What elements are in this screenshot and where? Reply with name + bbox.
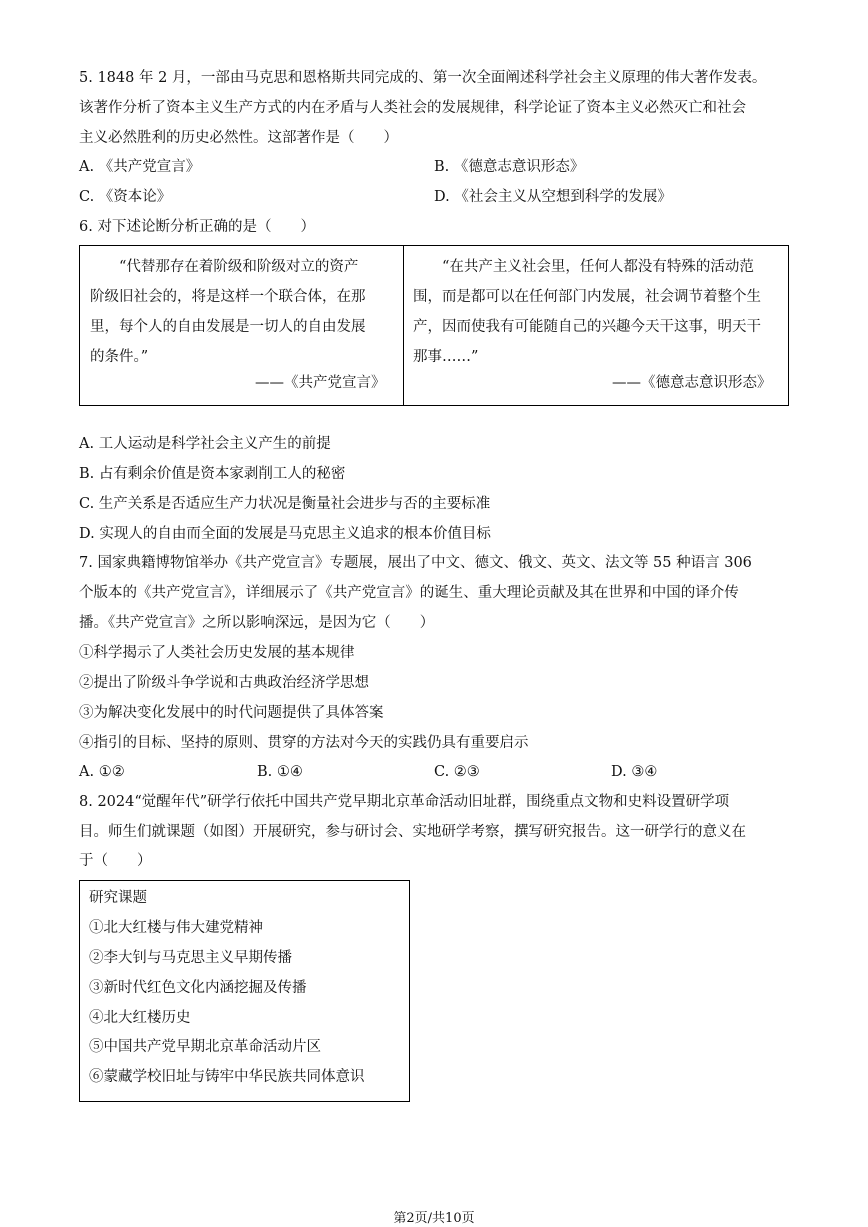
q7-option-a: A. ①② bbox=[79, 764, 125, 780]
q5-stem-line-1: 5. 1848 年 2 月，一部由马克思和恩格斯共同完成的、第一次全面阐述科学社会主义原理的伟大著作发表。 bbox=[79, 70, 767, 86]
q5-stem-line-3: 主义必然胜利的历史必然性。这部著作是（ ） bbox=[79, 130, 398, 146]
q6-quote-table bbox=[79, 245, 789, 406]
q8-box-title: 研究课题 bbox=[89, 890, 147, 906]
q5-option-d: D. 《社会主义从空想到科学的发展》 bbox=[434, 189, 672, 205]
q7-stem-line-1: 7. 国家典籍博物馆举办《共产党宣言》专题展，展出了中文、德文、俄文、英文、法文等 55 种语言 306 bbox=[79, 555, 752, 571]
q6-right-quote bbox=[413, 252, 778, 372]
q7-item-2: ②提出了阶级斗争学说和古典政治经济学思想 bbox=[79, 675, 369, 691]
q7-option-c: C. ②③ bbox=[434, 764, 480, 780]
q5-option-c: C. 《资本论》 bbox=[79, 189, 172, 205]
q7-stem-line-2: 个版本的《共产党宣言》，详细展示了《共产党宣言》的诞生、重大理论贡献及其在世界和中国的译介传 bbox=[79, 585, 739, 601]
q6-left-quote-line: 阶级旧社会的，将是这样一个联合体，在那 bbox=[90, 289, 366, 305]
q6-right-quote-line: 产，因而使我有可能随自己的兴趣今天干这事，明天干 bbox=[413, 319, 761, 335]
q6-right-quote-line: 围，而是都可以在任何部门内发展，社会调节着整个生 bbox=[413, 289, 761, 305]
q6-option-b: B. 占有剩余价值是资本家剥削工人的秘密 bbox=[79, 466, 346, 482]
q6-left-quote-line: “代替那存在着阶级和阶级对立的资产 bbox=[90, 259, 359, 275]
q5-option-a: A. 《共产党宣言》 bbox=[79, 159, 201, 175]
q5-option-b: B. 《德意志意识形态》 bbox=[434, 159, 585, 175]
q6-right-source: ——《德意志意识形态》 bbox=[612, 375, 772, 391]
q7-item-3: ③为解决变化发展中的时代问题提供了具体答案 bbox=[79, 705, 384, 721]
q7-item-4: ④指引的目标、坚持的原则、贯穿的方法对今天的实践仍具有重要启示 bbox=[79, 735, 529, 751]
q7-item-1: ①科学揭示了人类社会历史发展的基本规律 bbox=[79, 645, 355, 661]
q6-right-quote-line: 那事……” bbox=[413, 349, 479, 365]
q6-option-d: D. 实现人的自由而全面的发展是马克思主义追求的根本价值目标 bbox=[79, 526, 491, 542]
q6-left-quote-line: 里，每个人的自由发展是一切人的自由发展 bbox=[90, 319, 366, 335]
q6-right-quote-line: “在共产主义社会里，任何人都没有特殊的活动范 bbox=[413, 259, 754, 275]
q8-topic-item: ⑥蒙藏学校旧址与铸牢中华民族共同体意识 bbox=[89, 1069, 365, 1085]
q6-left-source: ——《共产党宣言》 bbox=[255, 375, 386, 391]
q7-option-b: B. ①④ bbox=[257, 764, 303, 780]
q6-option-a: A. 工人运动是科学社会主义产生的前提 bbox=[79, 436, 331, 452]
q7-stem-line-3: 播。《共产党宣言》之所以影响深远，是因为它（ ） bbox=[79, 615, 435, 631]
q8-research-topics-box bbox=[79, 880, 410, 1102]
q8-topic-item: ②李大钊与马克思主义早期传播 bbox=[89, 950, 292, 966]
q8-stem-line-2: 目。师生们就课题（如图）开展研究，参与研讨会、实地研学考察，撰写研究报告。这一研学行的意义在 bbox=[79, 824, 746, 840]
q7-option-d: D. ③④ bbox=[611, 764, 658, 780]
q8-stem-line-3: 于（ ） bbox=[79, 853, 152, 869]
q6-option-c: C. 生产关系是否适应生产力状况是衡量社会进步与否的主要标准 bbox=[79, 496, 491, 512]
q5-stem-line-2: 该著作分析了资本主义生产方式的内在矛盾与人类社会的发展规律，科学论证了资本主义必然灭亡和社会 bbox=[79, 100, 746, 116]
q6-stem: 6. 对下述论断分析正确的是（ ） bbox=[79, 219, 315, 235]
q8-topic-item: ①北大红楼与伟大建党精神 bbox=[89, 920, 263, 936]
q8-topic-item: ⑤中国共产党早期北京革命活动片区 bbox=[89, 1039, 321, 1055]
page-number: 第2页/共10页 bbox=[393, 1211, 475, 1226]
q6-left-quote-line: 的条件。” bbox=[90, 349, 149, 365]
q6-left-quote bbox=[90, 252, 395, 372]
q8-topic-item: ③新时代红色文化内涵挖掘及传播 bbox=[89, 980, 307, 996]
q6-table-divider bbox=[403, 246, 404, 405]
q8-topic-item: ④北大红楼历史 bbox=[89, 1010, 191, 1026]
q8-stem-line-1: 8. 2024“觉醒年代”研学行依托中国共产党早期北京革命活动旧址群，围绕重点文物和史料设置研学项 bbox=[79, 794, 730, 810]
